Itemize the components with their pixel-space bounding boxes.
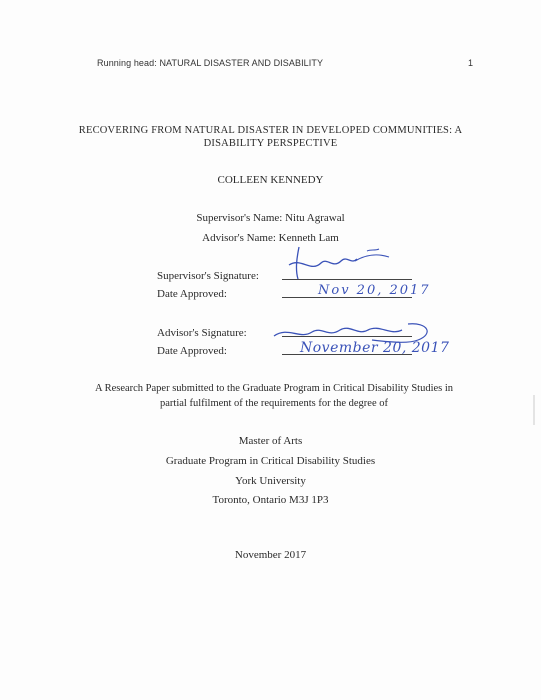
supervisor-signature-scribble: [285, 243, 400, 283]
scan-artifact: [533, 395, 535, 425]
advisor-name: Advisor's Name: Kenneth Lam: [202, 232, 339, 244]
submission-date: November 2017: [234, 549, 307, 561]
advisor-signature-label: Advisor's Signature:: [157, 327, 247, 339]
advisor-date-handwritten: November 20, 2017: [300, 340, 450, 356]
advisor-date-label: Date Approved:: [157, 345, 227, 357]
page-number: 1: [468, 58, 474, 68]
paper-title-line-2: DISABILITY PERSPECTIVE: [203, 138, 338, 149]
university-location: Toronto, Ontario M3J 1P3: [212, 494, 329, 506]
supervisor-date-handwritten: Nov 20, 2017: [318, 283, 431, 298]
supervisor-signature-label: Supervisor's Signature:: [157, 270, 259, 282]
supervisor-date-label: Date Approved:: [157, 288, 227, 300]
author-name: COLLEEN KENNEDY: [217, 174, 324, 186]
degree-name: Master of Arts: [238, 435, 303, 447]
paper-title-line-1: RECOVERING FROM NATURAL DISASTER IN DEVELOPED COMMUNITIES: A: [78, 125, 463, 136]
running-head: Running head: NATURAL DISASTER AND DISABILITY: [97, 58, 324, 68]
supervisor-name: Supervisor's Name: Nitu Agrawal: [196, 212, 345, 224]
submission-statement-line-2: partial fulfilment of the requirements for the degree of: [160, 398, 388, 409]
submission-statement-line-1: A Research Paper submitted to the Graduate Program in Critical Disability Studies in: [94, 383, 454, 394]
university-name: York University: [235, 475, 306, 487]
program-name: Graduate Program in Critical Disability Studies: [165, 455, 376, 467]
